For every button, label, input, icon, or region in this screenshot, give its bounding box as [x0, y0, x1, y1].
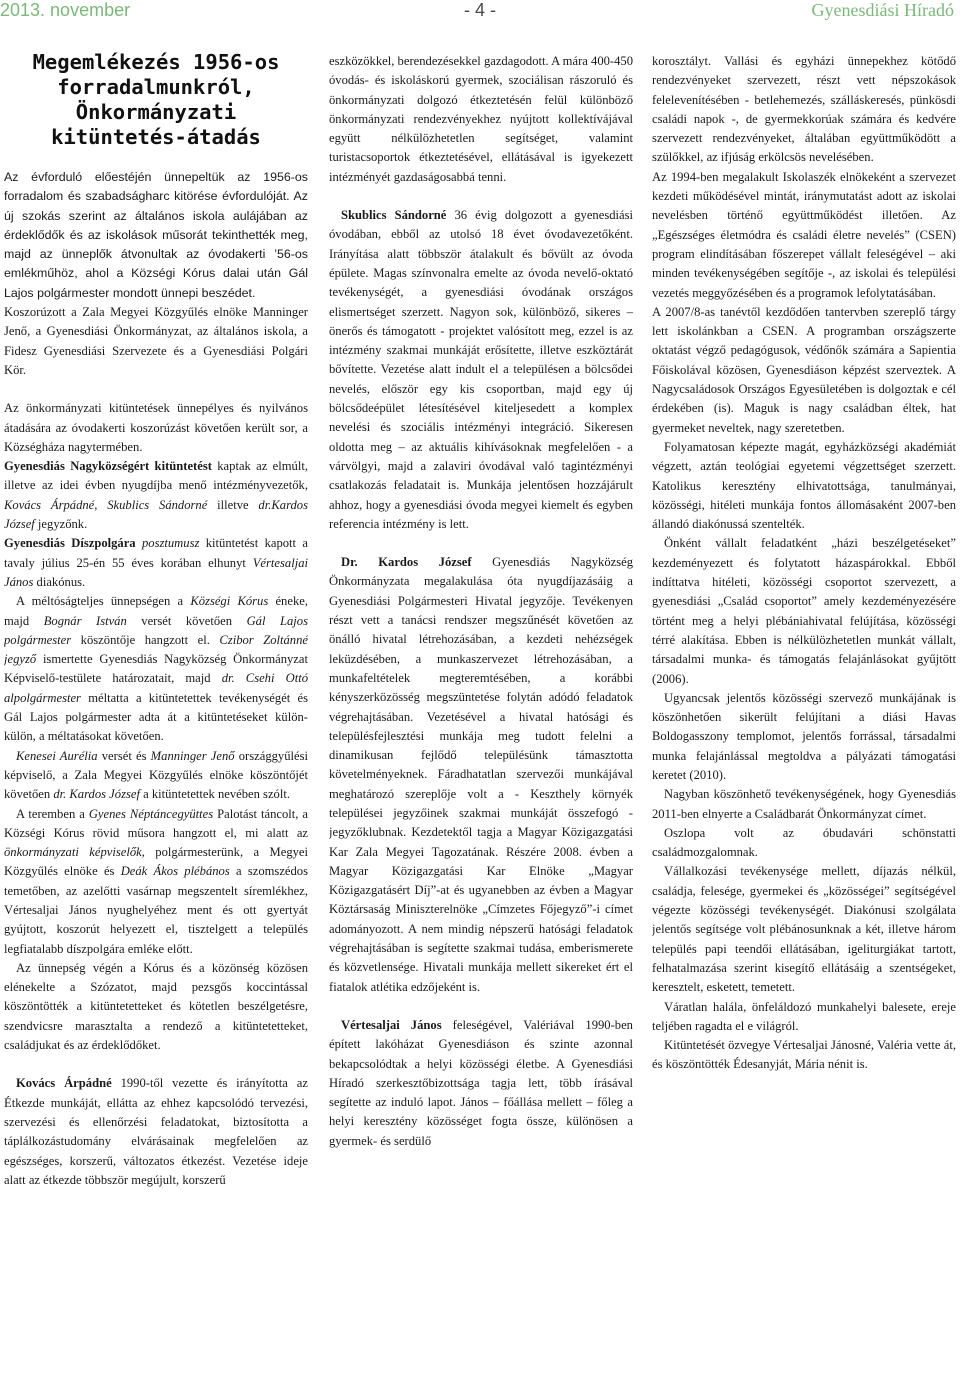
italic-text: Deák Ákos plébános — [120, 864, 230, 879]
page-header — [0, 0, 960, 22]
column-1-body — [4, 168, 308, 1190]
paragraph: Kovács Árpádné 1990-től vezette és irányította az Étkezde munkáját, ellátta az ehhez kapcsolódó tervezési, szervezési és ellenőrzési feladatokat, biztosította a táplálkozástudomány elvárásainak megfelelően az egészséges, korszerű, változatos étkezést. Vezetése ideje alatt az étkezde többször megújult, korszerű — [4, 1076, 308, 1187]
paragraph: korosztályt. Vallási és egyházi ünnepekhez kötődő rendezvényeket szervezett, részt vett népszokások felelevenítésében - betlehemezés, szálláskeresés, pünkösdi családi napok -, de gyermekkorúak számára és kedvére szervezett rendezvényeket, általában együttműködött a szülőkkel, az ifjúság erkölcsös nevelésében. — [652, 54, 956, 165]
italic-text: Községi Kórus — [190, 594, 269, 609]
paragraph: Oszlopa volt az óbudavári schönstatti családmozgalomnak. — [652, 825, 956, 860]
italic-text: Czibor Zoltánné jegyző — [4, 632, 308, 667]
column-2-body — [329, 52, 633, 1151]
italic-text: Kovács Árpádné, Skublics Sándorné — [4, 497, 208, 512]
italic-text: posztumusz — [141, 536, 200, 551]
italic-text: dr. Csehi Ottó alpolgármester — [4, 671, 308, 705]
paragraph: Gyenesdiás Nagyközségért kitüntetést kaptak az elmúlt, illetve az idei évben nyugdíjba menő intézményvezetők, Kovács Árpádné, Skublics Sándorné illetve dr.Kardos József jegyzőnk. — [4, 459, 308, 532]
paragraph: Nagyban köszönhető tevékenységének, hogy Gyenesdiás 2011-ben elnyerte a Családbarát Önkormányzat címet. — [652, 787, 956, 821]
paragraph: A 2007/8-as tanévtől kezdődően tantervben szereplő tárgy lett iskolánkban a CSEN. A programban országszerte oktatást végző pedagógusok, védőnők számára a Sapientia Főiskolával közösen, Gyenesdiáson képzést szerveztek. A Nagycsaládosok Országos Egyesületében is dolgoztak e cél érdekében (is). Maguk is nagy családban éltek, hat gyermeket neveltek, nagy szeretetben. — [652, 304, 956, 435]
article-title-line: Megemlékezés 1956-os — [32, 50, 280, 74]
paragraph: Skublics Sándorné 36 évig dolgozott a gyenesdiási óvodában, ebből az utolsó 18 évet óvodavezetőként. Irányítása alatt többször átalakult és bővült az óvoda épülete. Magas színvonalra emelte az óvoda nevelő-oktató tevékenységét, a gyenesdiási óvodának országos elismertséget szerzett. Nagyon sok, különböző, sikeres – önerős és támogatott - projektet valósított meg, ezzel is az intézmény szakmai munkáját erősítette, illetve eszköztárát bővítette. Vezetése alatt indult el a településen a bölcsődei nevelés, először egy kis csoportban, majd egy új bölcsődeépület létesítésével kiteljesedett a komplex nevelési és szociális intézményi integráció. Sikeresen oldotta meg – az aktuális kihívásoknak megfelelően - a várvölgyi, majd a zalaviri óvodával való tagintézményi csatlakozás feladatait is. Munkája jelentősen hozzájárult ahhoz, hogy a gyenesdiási óvoda megyei kiemelt és egyben referencia intézmény is lett. — [329, 208, 633, 531]
italic-text: dr. Kardos József — [53, 787, 140, 802]
paragraph: Önként vállalt feladatként „házi beszélgetéseket” kezdeményezett és folytatott házaspárokkal. Ebből indíttatva hitéleti, közösségi csoportot szervezett, a gyenesdiási „Család csoportot” amely kezdeményezésére történt meg a helyi plébániahivatal felújítása, közösségi térré alakítása. Ebben is nélkülözhetetlen munkát vállalt, társadalmi munka- és támogatás felajánlásokat gyűjtött (2006). — [652, 536, 956, 686]
column-3-body — [652, 52, 956, 1075]
page-number: - 4 - — [463, 0, 496, 20]
paragraph: eszközökkel, berendezésekkel gazdagodott. A mára 400-450 óvodás- és iskoláskorú gyermek, szociálisan rászoruló és önkormányzati dolgozó étkeztetésén felül különböző önkormányzati rendezvényekhez nyújtott kollektívájával együtt nélkülözhetetlen segítséget, valamint turistacsoportok étkeztetésével, ellátásával is igyekezett intézményét gazdaságosabbá tenni. — [329, 54, 633, 184]
paragraph: Az önkormányzati kitüntetések ünnepélyes és nyilvános átadására az óvodakerti koszorúzást követően került sor, a Községháza nagytermében. — [4, 401, 308, 454]
paragraph: Kenesei Aurélia versét és Manninger Jenő országgyűlési képviselő, a Zala Megyei Közgyűlés elnöke köszöntőjét követően dr. Kardos József a kitüntetettek nevében szólt. — [4, 748, 308, 802]
italic-text: Manninger Jenő — [150, 748, 235, 763]
bold-text: Gyenesdiás Nagyközségért kitüntetést — [4, 459, 212, 474]
bold-text: Skublics Sándorné — [341, 208, 447, 223]
paragraph: Ugyancsak jelentős közösségi szervező munkájának is köszönhetően sikerült felújítani a diási Havas Boldogasszony templomot, jelentős forrással, társadalmi munka felajánlással megtoldva a pályázati támogatási keretet (2010). — [652, 690, 956, 782]
paragraph: Koszorúzott a Zala Megyei Közgyűlés elnöke Manninger Jenő, a Gyenesdiási Önkormányzat, az általános iskola, a Fidesz Gyenesdiási Szervezete és a Gyenesdiási Polgári Kör. — [4, 305, 308, 377]
italic-text: Vértesaljai János — [4, 555, 308, 589]
paragraph: Kitüntetését özvegye Vértesaljai Jánosné, Valéria vette át, és köszöntötték Édesanyját, Mária nénit is. — [652, 1038, 956, 1072]
paragraph: Gyenesdiás Díszpolgára posztumusz kitüntetést kapott a tavaly július 25-én 55 éves korában elhunyt Vértesaljai János diakónus. — [4, 536, 308, 589]
bold-text: Gyenesdiás Díszpolgára — [4, 536, 136, 551]
issue-date: 2013. november — [0, 0, 131, 20]
paragraph: Váratlan halála, önfeláldozó munkahelyi balesete, ereje teljében ragadta el e világról. — [652, 999, 956, 1033]
paragraph: Az 1994-ben megalakult Iskolaszék elnökeként a szervezet kezdeti működésével mintát, iránymutatást adott az iskolai nevelésben történő együttműködést illetően. Az „Egészséges életmódra és családi életre nevelés” (CSEN) program elindításában főszerepet vállalt feleségével – aki minden tevékenységében segítője -, az iskolai és települési vezetés meggyőzésében és a programok lefolytatásában. — [652, 169, 956, 300]
italic-text: dr.Kardos József — [4, 497, 308, 532]
bold-text: Dr. Kardos József — [341, 555, 472, 570]
column-1 — [4, 50, 308, 1389]
publication-name: Gyenesdiási Híradó — [811, 0, 954, 20]
column-3 — [652, 52, 956, 1389]
paragraph: A méltóságteljes ünnepségen a Községi Kórus éneke, majd Bognár István versét követően Gál Lajos polgármester köszöntője hangzott el. Czibor Zoltánné jegyző ismertette Gyenesdiás Nagyközség Önkormányzat Képviselő-testülete határozatait, majd dr. Csehi Ottó alpolgármester méltatta a kitüntetettek tevékenységét és Gál Lajos polgármester adta át a kitüntetéseket külön-külön, a méltatásokat követően. — [4, 594, 308, 744]
paragraph: A teremben a Gyenes Néptáncegyüttes Palotást táncolt, a Községi Kórus rövid műsora hangzott el, mi alatt az önkormányzati képviselők, polgármesterünk, a Megyei Közgyűlés elnöke és Deák Ákos plébános a szomszédos temetőben, az azelőtti vasárnap megszentelt síremlékhez, Vértesaljai János nyughelyéhez ment és ott gyertyát gyújtott, koszorút helyezett el, tisztelgett a település legfiatalabb díszpolgára emléke előtt. — [4, 806, 308, 956]
bold-text: Kovács Árpádné — [16, 1076, 112, 1091]
italic-text: Gál Lajos polgármester — [4, 613, 308, 647]
paragraph: Vértesaljai János feleségével, Valériával 1990-ben épített lakóházat Gyenesdiáson és szinte azonnal bekapcsolódtak a helyi közösségi életbe. A Gyenesdiási Híradó szerkesztőbizottsága tagja lett, több írásával segítette az induló lapot. János – főállása mellett – főleg a helyi keresztény közösséget fogta össze, különösen a gyermek- és serdülő — [329, 1017, 633, 1148]
paragraph: Vállalkozási tevékenysége mellett, díjazás nélkül, családja, felesége, gyermekei és „közösségei” segítségével végezte közösségi tevékenységét. Diakónusi szolgálata jelentős segítsége volt plébánosunknak a két, illetve három település papi teendői ellátásában, igeliturgiákat tartott, felhatalmazása szerint kisegítő ellátásáig a szentségeket, keresztelt, esketett, temetett. — [652, 864, 956, 995]
article-title-line: forradalmunkról, — [57, 75, 255, 99]
bold-text: Vértesaljai János — [341, 1017, 442, 1032]
paragraph: Dr. Kardos József Gyenesdiás Nagyközség Önkormányzata megalakulása óta nyugdíjazásáig a Gyenesdiási Polgármesteri Hivatal jegyzője. Tevékenyen részt vett a tanácsi rendszer megszűnését követően az önálló hivatal létrehozásában, a kezdeti nehézségek leküzdésében, a munkaszervezet létrehozásában, a munkafeltételek megteremtésében, a korábbi kényszerközösség megszüntetése folytán adódó feladatok végrehajtásában. Vezetésével a hivatal hatósági és településfejlesztési munkája meg tudott felelni a dinamikusan fejlődő településünk támasztotta követelményeknek. Fáradhatatlan szervezői munkájával meghatározó szereplője volt a - Keszthely környék települései jegyzőinek szakmai munkáját összefogó - jegyzőklubnak. Kezdetektől tagja a Magyar Közigazgatási Kar Zala Megyei Tagozatának. Részére 2008. évben a Magyar Közigazgatási Kar Elnöke „Magyar Közigazgatásért Díj”-at és ugyanebben az évben a Magyar Köztársaság Miniszterelnöke „Címzetes Főjegyző”-i címet adományozott. A nem mindig népszerű hatósági feladatok végrehajtásában is segítette szakmai tudása, emberismerete és közvetlensége. Hivatali munkája mellett sikereket ért el fiatalok atlétika edzőjeként is. — [329, 555, 633, 994]
article-title — [4, 50, 308, 150]
paragraph: Az évforduló előestéjén ünnepeltük az 1956-os forradalom és szabadságharc kitörése évfordulóját. Az új szokás szerint az általános iskola aulájában az érdeklődők és az iskolások műsorát tekinthették meg, majd az ünneplők átvonultak az óvodakerti ’56-os emlékműhöz, ahol a Községi Kórus dalai után Gál Lajos polgármester mondott ünnepi beszédet. — [4, 170, 308, 300]
article-title-line: kitüntetés-átadás — [51, 125, 261, 149]
paragraph: Az ünnepség végén a Kórus és a közönség közösen elénekelte a Szózatot, majd pezsgős koccintással köszöntötték a kitüntetetteket és kötetlen beszélgetésre, szendvicsre marasztalta a rendező a kitüntetetteket, családjukat és az érdeklődőket. — [4, 960, 308, 1053]
paragraph: Folyamatosan képezte magát, egyházközségi akadémiát végzett, aztán teológiai egyetemi végzettséget szerzett. Katolikus keresztény elhivatottsága, tanulmányai, közösségi, hitéleti munkája fontos állomásaként 2007-ben állandó diakónussá szentelték. — [652, 439, 956, 532]
italic-text: Kenesei Aurélia — [16, 748, 98, 763]
italic-text: Bognár István — [43, 613, 127, 628]
article-title-line: Önkormányzati — [75, 100, 237, 124]
column-2 — [329, 52, 633, 1389]
italic-text: önkormányzati képviselők — [4, 845, 142, 860]
italic-text: Gyenes Néptáncegyüttes — [88, 806, 214, 821]
